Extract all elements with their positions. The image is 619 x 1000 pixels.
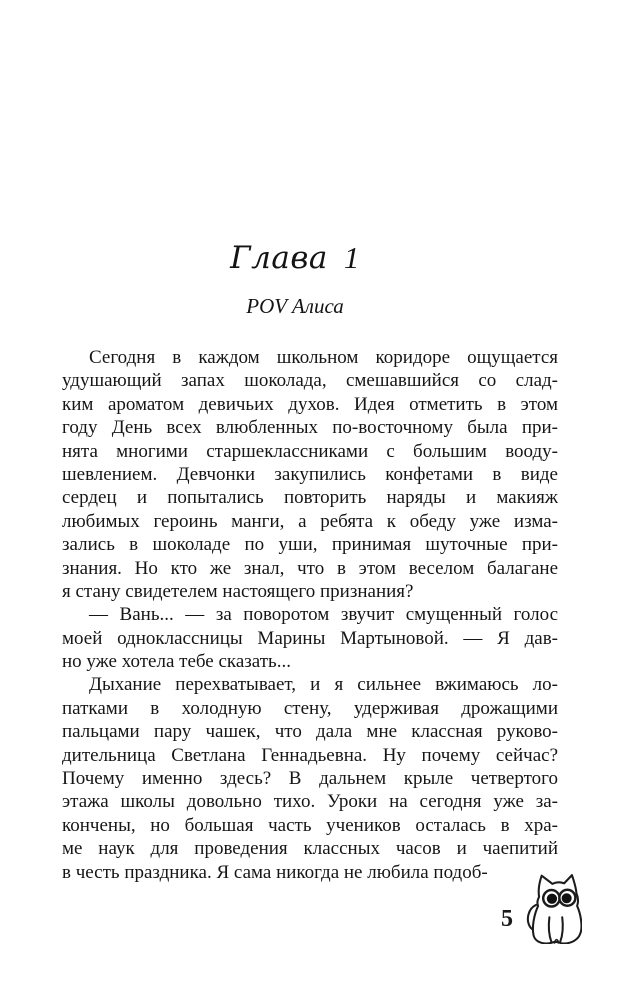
text-line: удушающий запах шоколада, смешавшийся со слад-	[62, 370, 558, 392]
cat-body	[533, 875, 582, 943]
chapter-title-number: 1	[343, 240, 360, 275]
text-line: моей одноклассницы Марины Мартыновой. — Я дав-	[62, 627, 558, 649]
text-line: нята многими старшеклассниками с большим вооду-	[62, 440, 558, 462]
text-line: но уже хотела тебе сказать...	[62, 651, 291, 673]
text-line: дительница Светлана Геннадьевна. Ну почему сейчас?	[62, 744, 558, 766]
text-line: патками в холодную стену, удерживая дрожащими	[62, 697, 558, 719]
chapter-heading	[47, 240, 543, 318]
text-line: шевлением. Девчонки закупились конфетами в виде	[62, 463, 558, 485]
text-line: Сегодня в каждом школьном коридоре ощущается	[89, 347, 558, 368]
text-line: этажа школы довольно тихо. Уроки на сегодня уже за-	[62, 791, 558, 813]
text-line: в честь праздника. Я сама никогда не любила подоб-	[62, 861, 488, 883]
text-line: зались в шоколаде по уши, принимая шуточные при-	[62, 534, 558, 556]
page-number: 5	[501, 906, 513, 932]
cat-pupil-right	[562, 893, 572, 903]
text-line: Дыхание перехватывает, и я сильнее вжимаюсь ло-	[89, 674, 558, 696]
body-text	[62, 346, 558, 884]
text-line: пальцами пару чашек, что дала мне классная руково-	[62, 721, 558, 743]
cat-doodle-illustration	[526, 870, 582, 944]
text-line: кончены, но большая часть учеников осталась в хра-	[62, 814, 558, 836]
cat-pupil-left	[547, 894, 557, 904]
chapter-title	[47, 240, 543, 276]
text-line: Почему именно здесь? В дальнем крыле четвертого	[62, 768, 558, 790]
text-line: году День всех влюбленных по-восточному была при-	[62, 417, 558, 439]
text-line: — Вань... — за поворотом звучит смущенный голос	[89, 604, 558, 626]
text-line: сердец и попытались повторить наряды и макияж	[62, 487, 558, 509]
text-line: я стану свидетелем настоящего признания?	[62, 580, 414, 602]
text-line: любимых героинь манги, а ребята к обеду уже изма-	[62, 510, 558, 532]
chapter-title-word: Глава	[230, 240, 328, 276]
text-line: ме наук для проведения классных часов и чаепитий	[62, 838, 558, 860]
chapter-subtitle: POV Алиса	[246, 294, 344, 318]
text-line: ким ароматом девичьих духов. Идея отметить в этом	[62, 393, 558, 415]
text-line: знания. Но кто же знал, что в этом веселом балагане	[62, 557, 558, 579]
